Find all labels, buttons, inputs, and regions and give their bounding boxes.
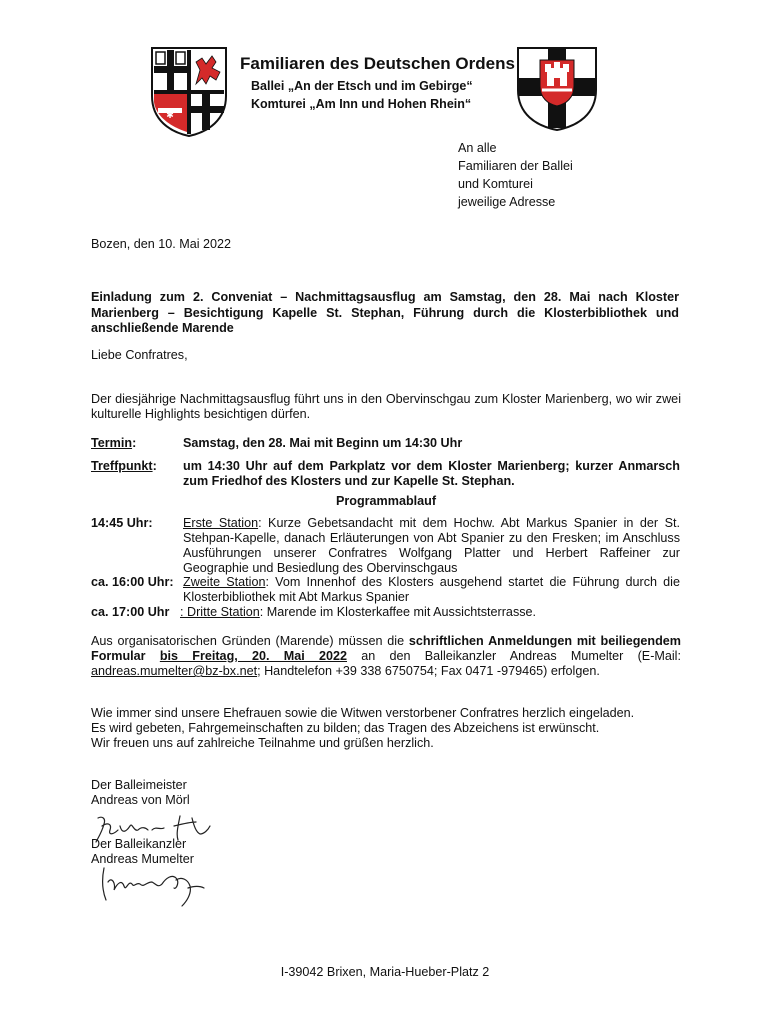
program-time-2: ca. 16:00 Uhr: <box>91 575 174 589</box>
recipient-line: jeweilige Adresse <box>458 195 556 209</box>
closing-line: Wir freuen uns auf zahlreiche Teilnahme und grüßen herzlich. <box>91 736 434 750</box>
intro-paragraph: Der diesjährige Nachmittagsausflug führt uns in den Obervinschgau zum Kloster Marienberg, wo wir zwei kulturelle Highlights besichtigen dürfen. <box>91 392 681 421</box>
signatory-2-name: Andreas Mumelter <box>91 852 194 866</box>
ballei-subtitle: Ballei „An der Etsch und im Gebirge“ <box>251 79 473 93</box>
program-text-2: : Vom Innenhof des Klosters ausgehend startet die Führung durch die Klosterbibliothek mit Abt Markus Spanier <box>183 575 680 604</box>
footer-address: I-39042 Brixen, Maria-Hueber-Platz 2 <box>280 965 490 979</box>
right-coat-of-arms-icon <box>516 46 598 132</box>
program-item-3 <box>180 605 677 620</box>
registration-post: ; Handtelefon +39 338 6750754; Fax 0471 -979465) erfolgen. <box>257 664 600 678</box>
termin-colon: : <box>132 436 137 450</box>
program-time-1: 14:45 Uhr: <box>91 516 153 530</box>
signatory-1-name: Andreas von Mörl <box>91 793 190 807</box>
program-text-3: : Marende im Klosterkaffee mit Aussichtsterrasse. <box>259 605 537 619</box>
registration-paragraph <box>91 634 681 679</box>
recipient-address <box>458 139 573 211</box>
termin-label <box>91 436 136 451</box>
program-station-2: Zweite Station <box>183 575 266 589</box>
recipient-line: Familiaren der Ballei <box>458 159 573 173</box>
program-station-1: Erste Station <box>183 516 259 530</box>
signatory-1-role: Der Balleimeister <box>91 778 187 792</box>
registration-pre: Aus organisatorischen Gründen (Marende) müssen die <box>91 634 409 648</box>
organization-title: Familiaren des Deutschen Ordens <box>240 54 515 73</box>
signature-2-icon <box>96 858 212 910</box>
signatory-2-role: Der Balleikanzler <box>91 837 187 851</box>
program-item-2 <box>183 575 680 605</box>
email-link[interactable]: andreas.mumelter@bz-bx.net <box>91 664 258 678</box>
recipient-line: An alle <box>458 141 497 155</box>
closing-paragraph <box>91 706 681 751</box>
registration-deadline: bis Freitag, 20. Mai 2022 <box>159 649 348 663</box>
treffpunkt-colon: : <box>152 459 157 473</box>
program-text-1: : Kurze Gebetsandacht mit dem Hochw. Abt Markus Spanier in der St. Stehpan-Kapelle, danach Erläuterungen von Abt Spanier zu den Fresken; im Anschluss Ausführungen unserer Confratres Wolfgang Platter und Herbert Raffeiner zur Geographie und Besiedlung des Obervinschgaus <box>183 516 680 575</box>
registration-bold: schriftlichen Anmeldungen mit beiliegendem Formular <box>91 634 681 663</box>
svg-text:✱: ✱ <box>166 111 174 121</box>
program-item-1 <box>183 516 680 576</box>
registration-mid: an den Balleikanzler Andreas Mumelter (E-Mail: <box>347 649 681 663</box>
komturei-subtitle: Komturei „Am Inn und Hohen Rhein“ <box>251 97 472 111</box>
left-coat-of-arms-icon <box>150 46 228 138</box>
program-time-3: ca. 17:00 Uhr <box>91 605 170 619</box>
termin-label-text: Termin <box>91 436 133 450</box>
salutation: Liebe Confratres, <box>91 348 188 362</box>
treffpunkt-value: um 14:30 Uhr auf dem Parkplatz vor dem Kloster Marienberg; kurzer Anmarsch zum Friedhof des Klosters und zur Kapelle St. Stephan. <box>183 459 680 488</box>
closing-line: Es wird gebeten, Fahrgemeinschaften zu bilden; das Tragen des Abzeichens ist erwünscht. <box>91 721 600 735</box>
letter-subject: Einladung zum 2. Conveniat – Nachmittagsausflug am Samstag, den 28. Mai nach Kloster Marienberg – Besichtigung Kapelle St. Stephan, Führung durch die Klosterbibliothek und anschließende Marende <box>91 290 679 335</box>
dateline: Bozen, den 10. Mai 2022 <box>91 237 232 251</box>
termin-value: Samstag, den 28. Mai mit Beginn um 14:30 Uhr <box>183 436 463 450</box>
treffpunkt-label-text: Treffpunkt <box>91 459 153 473</box>
program-title: Programmablauf <box>335 494 437 508</box>
program-station-3: : Dritte Station <box>180 605 260 619</box>
treffpunkt-label <box>91 459 157 474</box>
recipient-line: und Komturei <box>458 177 533 191</box>
closing-line: Wie immer sind unsere Ehefrauen sowie die Witwen verstorbener Confratres herzlich eingeladen. <box>91 706 635 720</box>
